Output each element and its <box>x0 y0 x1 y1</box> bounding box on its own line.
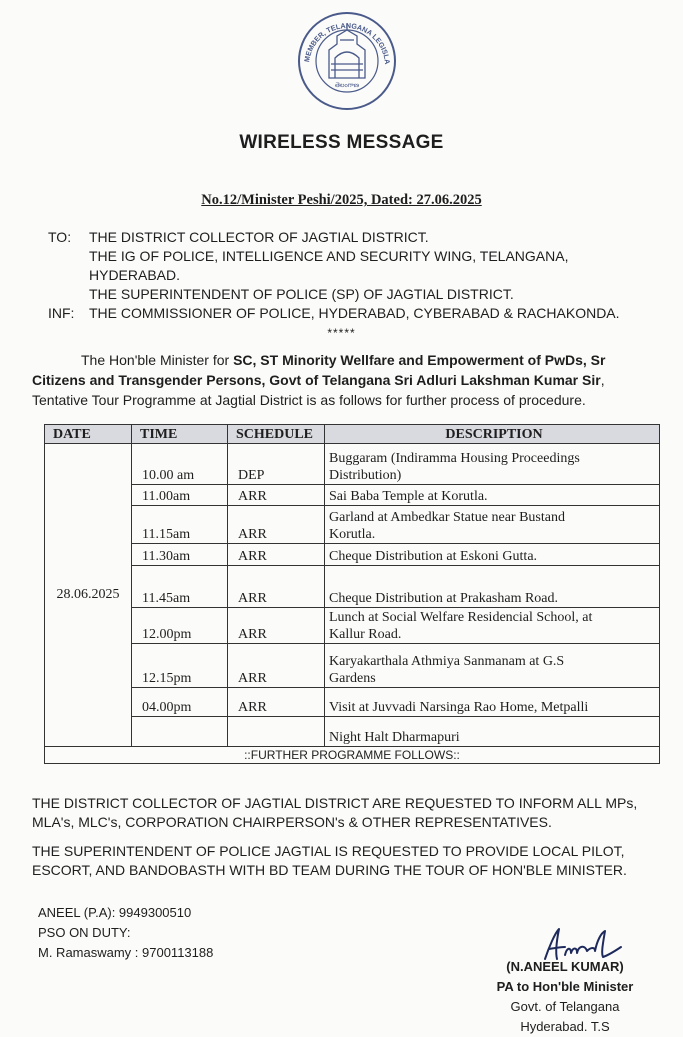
collector-instruction: THE DISTRICT COLLECTOR OF JAGTIAL DISTRICT ARE REQUESTED TO INFORM ALL MPs, MLA's, MLC's, CORPORATION CHAIRPERSON's & OTHER REPRESENTATIVES. <box>32 795 638 830</box>
time-cell: 12.00pm <box>132 608 228 644</box>
schedule-cell <box>228 717 325 747</box>
table-row <box>45 688 660 717</box>
time-cell: 11.00am <box>132 485 228 506</box>
contact-line: M. Ramaswamy : 9700113188 <box>38 945 214 960</box>
description-line: Lunch at Social Welfare Residencial School, at <box>329 610 593 625</box>
seal-ring-text: MEMBER, TELANGANA LEGISLA <box>302 20 392 65</box>
schedule-cell: ARR <box>228 608 325 644</box>
separator: ***** <box>327 326 356 340</box>
description-cell: Cheque Distribution at Eskoni Gutta. <box>325 544 660 566</box>
table-row <box>45 717 660 747</box>
intro-prefix: The Hon'ble Minister for <box>81 352 234 368</box>
svg-text:MEMBER, TELANGANA LEGISLATIVE <box>287 6 392 65</box>
time-cell: 11.30am <box>132 544 228 566</box>
time-cell <box>132 717 228 747</box>
description-cell <box>325 644 660 688</box>
signer-office: Govt. of Telangana <box>510 999 620 1014</box>
time-cell: 11.15am <box>132 506 228 544</box>
time-cell: 10.00 am <box>132 444 228 485</box>
description-cell <box>325 444 660 485</box>
to-line: THE SUPERINTENDENT OF POLICE (SP) OF JAGTIAL DISTRICT. <box>89 286 514 302</box>
description-cell: Cheque Distribution at Prakasham Road. <box>325 566 660 608</box>
to-label: TO: <box>48 229 72 245</box>
description-cell: Visit at Juvvadi Narsinga Rao Home, Metpalli <box>325 688 660 717</box>
date-cell: 28.06.2025 <box>45 444 132 747</box>
signer-location: Hyderabad. T.S <box>520 1019 610 1034</box>
intro-paragraph <box>32 350 660 410</box>
to-line: THE DISTRICT COLLECTOR OF JAGTIAL DISTRICT. <box>89 229 429 245</box>
schedule-cell: ARR <box>228 644 325 688</box>
assembly-seal <box>287 6 407 111</box>
header-time: TIME <box>132 425 228 444</box>
table-row <box>45 544 660 566</box>
seal-bottom-text: తెలంగాణ <box>334 81 360 89</box>
document-title: WIRELESS MESSAGE <box>239 132 444 153</box>
description-line: Garland at Ambedkar Statue near Bustand <box>329 510 565 525</box>
schedule-cell: ARR <box>228 485 325 506</box>
sp-instruction: THE SUPERINTENDENT OF POLICE JAGTIAL IS REQUESTED TO PROVIDE LOCAL PILOT, ESCORT, AND BANDOBASTH WITH BD TEAM DURING THE TOUR OF HON'BLE MINISTER. <box>32 843 627 878</box>
description-cell <box>325 506 660 544</box>
time-cell: 11.45am <box>132 566 228 608</box>
table-footer-row <box>45 747 660 764</box>
description-line: Kallur Road. <box>329 627 402 642</box>
table-row <box>45 506 660 544</box>
description-line: Distribution) <box>329 468 402 483</box>
signer-designation: PA to Hon'ble Minister <box>496 979 634 994</box>
intro-bold: SC, ST Minority Wellfare and Empowerment of PwDs, Sr Citizens and Transgender Persons, Govt of Telangana Sri Adluri Lakshman Kumar Sir <box>32 352 606 388</box>
to-line: THE IG OF POLICE, INTELLIGENCE AND SECURITY WING, TELANGANA, <box>89 248 569 264</box>
schedule-table <box>44 424 660 764</box>
schedule-cell: ARR <box>228 544 325 566</box>
header-date: DATE <box>45 425 132 444</box>
description-cell: Night Halt Dharmapuri <box>325 717 660 747</box>
contact-line: ANEEL (P.A): 9949300510 <box>38 905 192 920</box>
table-row <box>45 444 660 485</box>
table-header-row <box>45 425 660 444</box>
description-line: Karyakarthala Athmiya Sanmanam at G.S <box>329 654 565 669</box>
header-description: DESCRIPTION <box>325 425 660 444</box>
header-schedule: SCHEDULE <box>228 425 325 444</box>
intro-suffix: , Tentative Tour Programme at Jagtial District is as follows for further process of procedure. <box>32 372 605 408</box>
table-row <box>45 608 660 644</box>
inf-line: THE COMMISSIONER OF POLICE, HYDERABAD, CYBERABAD & RACHAKONDA. <box>89 305 620 321</box>
table-row <box>45 485 660 506</box>
further-programme-note: ::FURTHER PROGRAMME FOLLOWS:: <box>45 747 660 764</box>
signer-name: (N.ANEEL KUMAR) <box>506 959 624 974</box>
to-line: HYDERABAD. <box>89 267 181 283</box>
inf-label: INF: <box>48 305 75 321</box>
schedule-cell: ARR <box>228 566 325 608</box>
description-line: Gardens <box>329 671 376 686</box>
signer-block <box>460 957 670 1037</box>
table-row <box>45 566 660 608</box>
description-line: Buggaram (Indiramma Housing Proceedings <box>329 451 580 466</box>
time-cell: 04.00pm <box>132 688 228 717</box>
reference-line: No.12/Minister Peshi/2025, Dated: 27.06.2025 <box>201 192 482 208</box>
table-row <box>45 644 660 688</box>
schedule-cell: DEP <box>228 444 325 485</box>
description-line: Korutla. <box>329 527 376 542</box>
schedule-cell: ARR <box>228 506 325 544</box>
schedule-cell: ARR <box>228 688 325 717</box>
contact-line: PSO ON DUTY: <box>38 925 131 940</box>
description-cell <box>325 608 660 644</box>
description-cell: Sai Baba Temple at Korutla. <box>325 485 660 506</box>
time-cell: 12.15pm <box>132 644 228 688</box>
